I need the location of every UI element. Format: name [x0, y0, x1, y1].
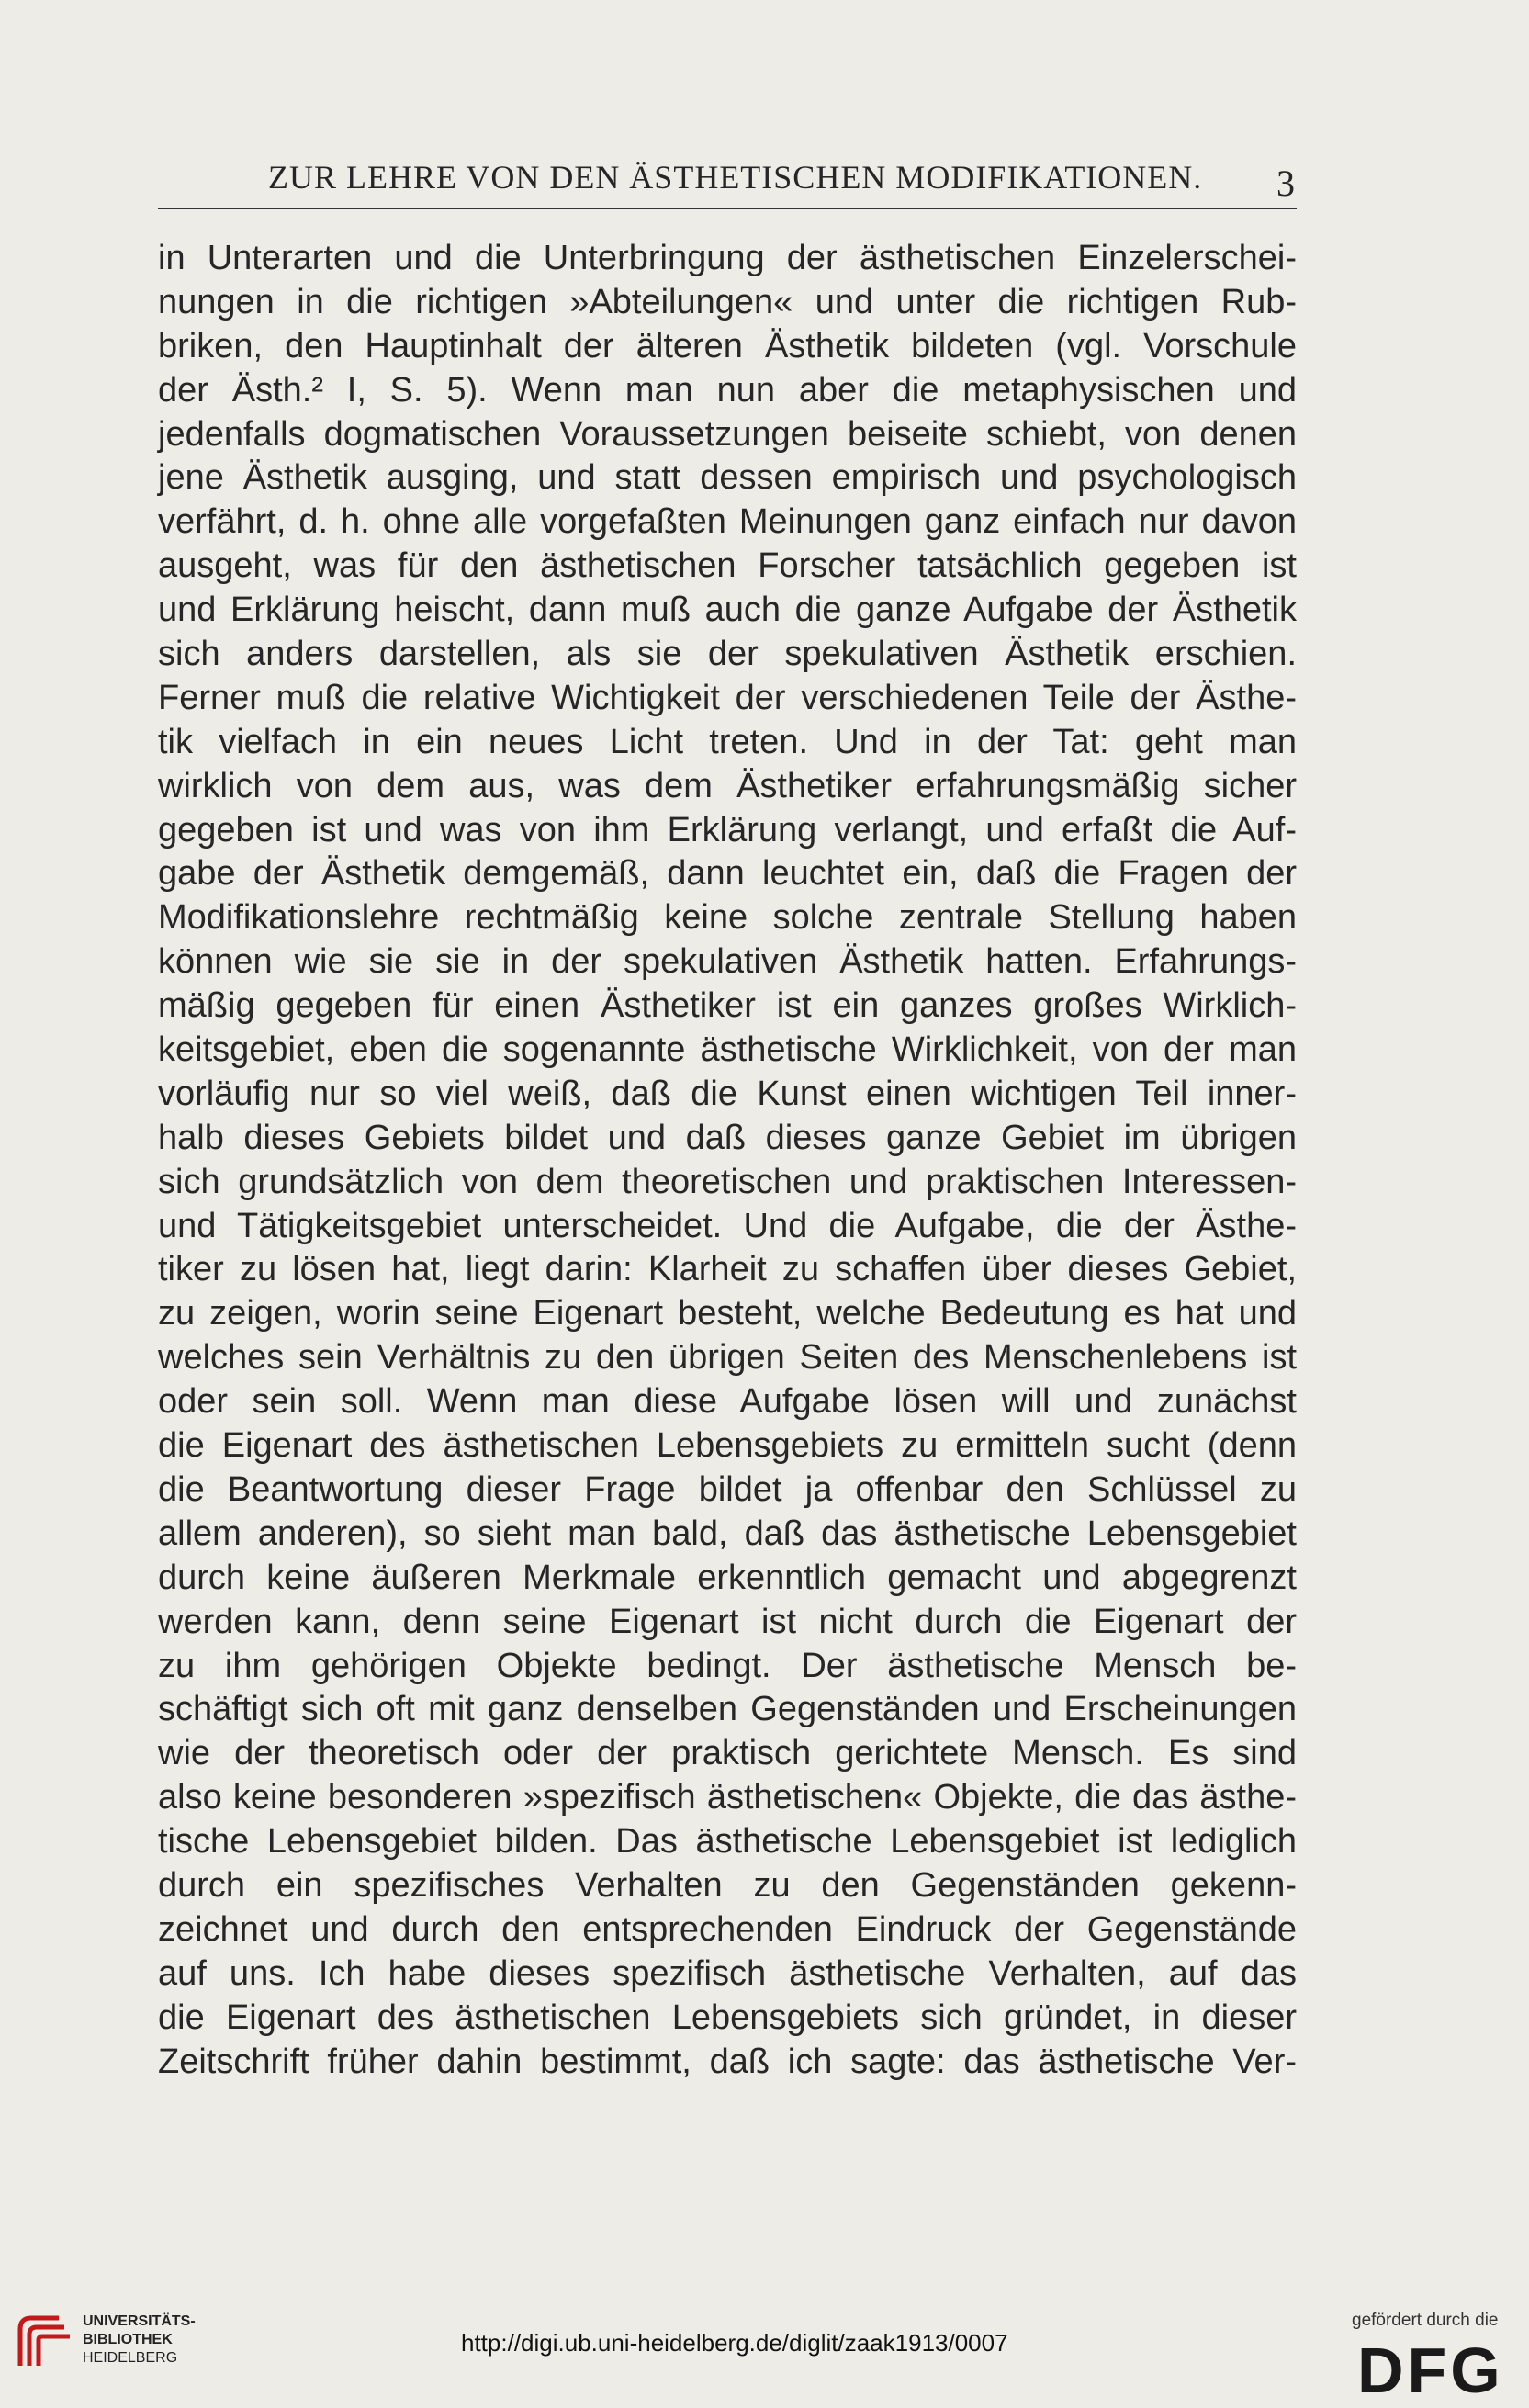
- text-line: jene Ästhetik ausging, und statt dessen empirisch und psychologisch: [158, 458, 1297, 498]
- text-line: können wie sie sie in der spekulativen Ästhetik hatten. Erfahrungs-: [158, 942, 1297, 982]
- text-line: ausgeht, was für den ästhetischen Forscher tatsächlich gegeben ist: [158, 546, 1297, 586]
- text-line: sich anders darstellen, als sie der spekulativen Ästhetik erschien.: [158, 635, 1297, 674]
- dfg-logo: DFG: [1357, 2335, 1504, 2406]
- text-line: und Tätigkeitsgebiet unterscheidet. Und die Aufgabe, die der Ästhe-: [158, 1206, 1297, 1245]
- text-line: der Ästh.² I, S. 5). Wenn man nun aber die metaphysischen und: [158, 370, 1297, 410]
- text-line: Ferner muß die relative Wichtigkeit der verschiedenen Teile der Ästhe-: [158, 678, 1297, 717]
- text-line: zeichnet und durch den entsprechenden Eindruck der Gegenstände: [158, 1909, 1297, 1949]
- running-title: ZUR LEHRE VON DEN ÄSTHETISCHEN MODIFIKATIONEN.: [268, 159, 1203, 196]
- text-line: tische Lebensgebiet bilden. Das ästhetische Lebensgebiet ist lediglich: [158, 1822, 1297, 1862]
- text-line: zu zeigen, worin seine Eigenart besteht, welche Bedeutung es hat und: [158, 1294, 1297, 1333]
- text-line: verfährt, d. h. ohne alle vorgefaßten Meinungen ganz einfach nur davon: [158, 502, 1297, 542]
- text-line: die Eigenart des ästhetischen Lebensgebiets zu ermitteln sucht (denn: [158, 1426, 1297, 1466]
- text-line: auf uns. Ich habe dieses spezifisch ästhetische Verhalten, auf das: [158, 1953, 1297, 1993]
- text-line: mäßig gegeben für einen Ästhetiker ist ein ganzes großes Wirklich-: [158, 986, 1297, 1026]
- permalink-url[interactable]: http://digi.ub.uni-heidelberg.de/diglit/zaak1913/0007: [461, 2329, 1008, 2357]
- library-name-line: BIBLIOTHEK: [83, 2332, 173, 2347]
- library-name: [83, 2312, 196, 2368]
- text-line: vorläufig nur so viel weiß, daß die Kunst einen wichtigen Teil inner-: [158, 1074, 1297, 1113]
- text-line: briken, den Hauptinhalt der älteren Ästhetik bildeten (vgl. Vorschule: [158, 326, 1297, 366]
- text-line: Modifikationslehre rechtmäßig keine solche zentrale Stellung haben: [158, 898, 1297, 938]
- text-line: die Eigenart des ästhetischen Lebensgebiets sich gründet, in dieser: [158, 1997, 1297, 2037]
- text-line: also keine besonderen »spezifisch ästhetischen« Objekte, die das ästhe-: [158, 1778, 1297, 1817]
- text-line: und Erklärung heischt, dann muß auch die ganze Aufgabe der Ästhetik: [158, 591, 1297, 630]
- text-line: wirklich von dem aus, was dem Ästhetiker erfahrungsmäßig sicher: [158, 766, 1297, 805]
- text-line: tik vielfach in ein neues Licht treten. Und in der Tat: geht man: [158, 722, 1297, 761]
- text-line: keitsgebiet, eben die sogenannte ästhetische Wirklichkeit, von der man: [158, 1030, 1297, 1070]
- text-line: oder sein soll. Wenn man diese Aufgabe lösen will und zunächst: [158, 1382, 1297, 1422]
- text-line: sich grundsätzlich von dem theoretischen und praktischen Interessen-: [158, 1162, 1297, 1201]
- text-line: allem anderen), so sieht man bald, daß das ästhetische Lebensgebiet: [158, 1513, 1297, 1553]
- text-line: welches sein Verhältnis zu den übrigen Seiten des Menschenlebens ist: [158, 1338, 1297, 1378]
- text-line: nungen in die richtigen »Abteilungen« und unter die richtigen Rub-: [158, 282, 1297, 321]
- text-line: Zeitschrift früher dahin bestimmt, daß ich sagte: das ästhetische Ver-: [158, 2042, 1297, 2081]
- library-name-line: HEIDELBERG: [83, 2350, 178, 2366]
- page-header: [158, 158, 1297, 204]
- library-name-line: UNIVERSITÄTS-: [83, 2313, 196, 2329]
- text-line: werden kann, denn seine Eigenart ist nicht durch die Eigenart der: [158, 1602, 1297, 1641]
- body-text: [158, 237, 1297, 2084]
- page-number: 3: [1276, 163, 1295, 204]
- text-line: gegeben ist und was von ihm Erklärung verlangt, und erfaßt die Auf-: [158, 810, 1297, 850]
- header-rule: [158, 208, 1297, 209]
- text-line: die Beantwortung dieser Frage bildet ja offenbar den Schlüssel zu: [158, 1469, 1297, 1509]
- text-line: in Unterarten und die Unterbringung der ästhetischen Einzelerschei-: [158, 239, 1297, 277]
- text-line: jedenfalls dogmatischen Voraussetzungen beiseite schiebt, von denen: [158, 414, 1297, 454]
- text-line: wie der theoretisch oder der praktisch gerichtete Mensch. Es sind: [158, 1734, 1297, 1773]
- text-line: durch keine äußeren Merkmale erkenntlich gemacht und abgegrenzt: [158, 1558, 1297, 1597]
- library-logo-icon: [13, 2309, 77, 2373]
- text-line: halb dieses Gebiets bildet und daß dieses ganze Gebiet im übrigen: [158, 1118, 1297, 1157]
- text-line: durch ein spezifisches Verhalten zu den Gegenständen gekenn-: [158, 1865, 1297, 1905]
- text-line: tiker zu lösen hat, liegt darin: Klarheit zu schaffen über dieses Gebiet,: [158, 1250, 1297, 1289]
- text-line: schäftigt sich oft mit ganz denselben Gegenständen und Erscheinungen: [158, 1690, 1297, 1729]
- funding-caption: gefördert durch die: [1352, 2311, 1499, 2330]
- text-line: gabe der Ästhetik demgemäß, dann leuchtet ein, daß die Fragen der: [158, 854, 1297, 894]
- text-line: zu ihm gehörigen Objekte bedingt. Der ästhetische Mensch be-: [158, 1646, 1297, 1685]
- footer-bar: [0, 2298, 1529, 2408]
